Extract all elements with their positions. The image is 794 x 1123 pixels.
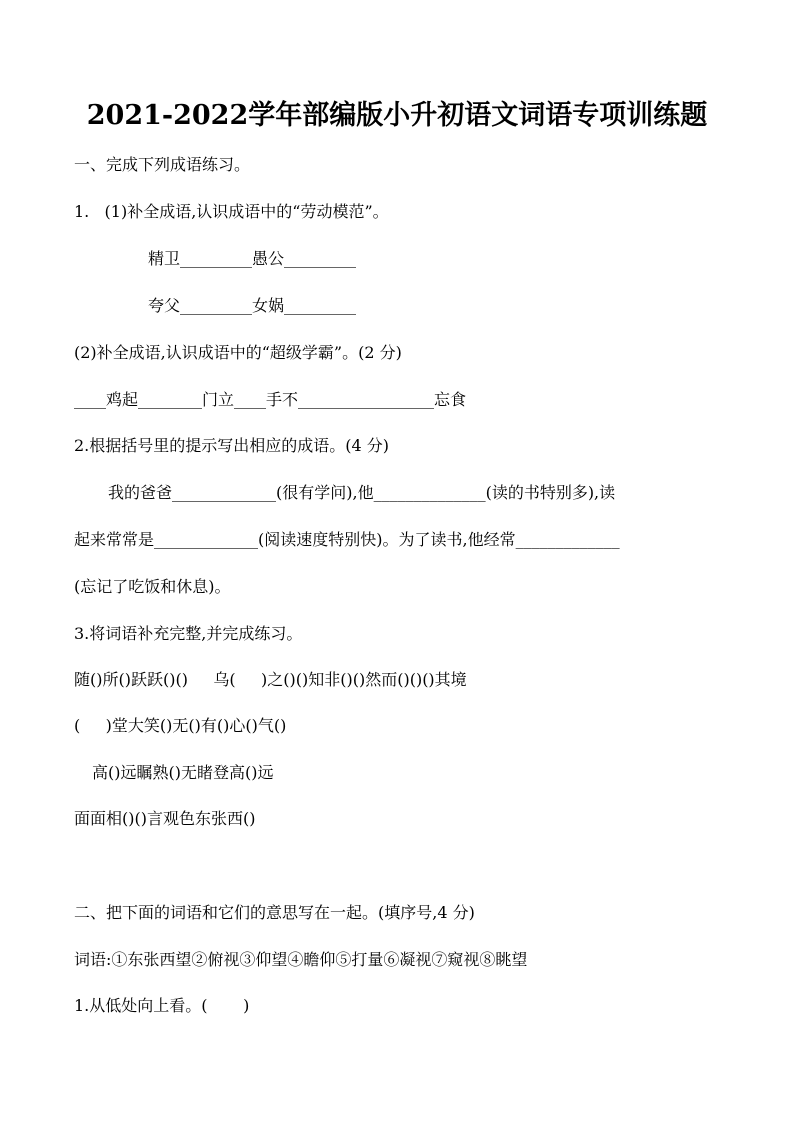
- q2-line2: 起来常常是_____________(阅读速度特别快)。为了读书,他经常_____________: [74, 530, 620, 549]
- q3-row2: ( )堂大笑()无()有()心()气(): [74, 716, 287, 735]
- q3-intro: 3.将词语补充完整,并完成练习。: [74, 624, 303, 643]
- section2-words: 词语:①东张西望②俯视③仰望④瞻仰⑤打量⑥凝视⑦窥视⑧眺望: [74, 950, 528, 969]
- q3-row3: 高()远瞩熟()无睹登高()远: [92, 763, 274, 782]
- q1-intro: 1. (1)补全成语,认识成语中的“劳动模范”。: [74, 202, 389, 221]
- q2-line1: 我的爸爸_____________(很有学问),他______________(读的书特别多),读: [108, 483, 616, 502]
- q1-row2: 夸父_________女娲_________: [148, 296, 357, 315]
- section1-heading: 一、完成下列成语练习。: [74, 155, 251, 174]
- section2-heading: 二、把下面的词语和它们的意思写在一起。(填序号,4 分): [74, 903, 475, 922]
- page-title: 2021-2022学年部编版小升初语文词语专项训练题: [86, 100, 708, 131]
- section2-q1: 1.从低处向上看。( ): [74, 996, 250, 1015]
- q2-intro: 2.根据括号里的提示写出相应的成语。(4 分): [74, 436, 390, 455]
- q2-line3: (忘记了吃饭和休息)。: [74, 577, 231, 596]
- q3-row4: 面面相()()言观色东张西(): [74, 809, 256, 828]
- q1-part2: (2)补全成语,认识成语中的“超级学霸”。(2 分): [74, 343, 402, 362]
- q1-part2-blanks: ____鸡起________门立____手不_________________忘食: [74, 390, 467, 409]
- q3-row1: 随()所()跃跃()() 乌( )之()()知非()()然而()()()其境: [74, 670, 467, 689]
- q1-row1: 精卫_________愚公_________: [148, 249, 357, 268]
